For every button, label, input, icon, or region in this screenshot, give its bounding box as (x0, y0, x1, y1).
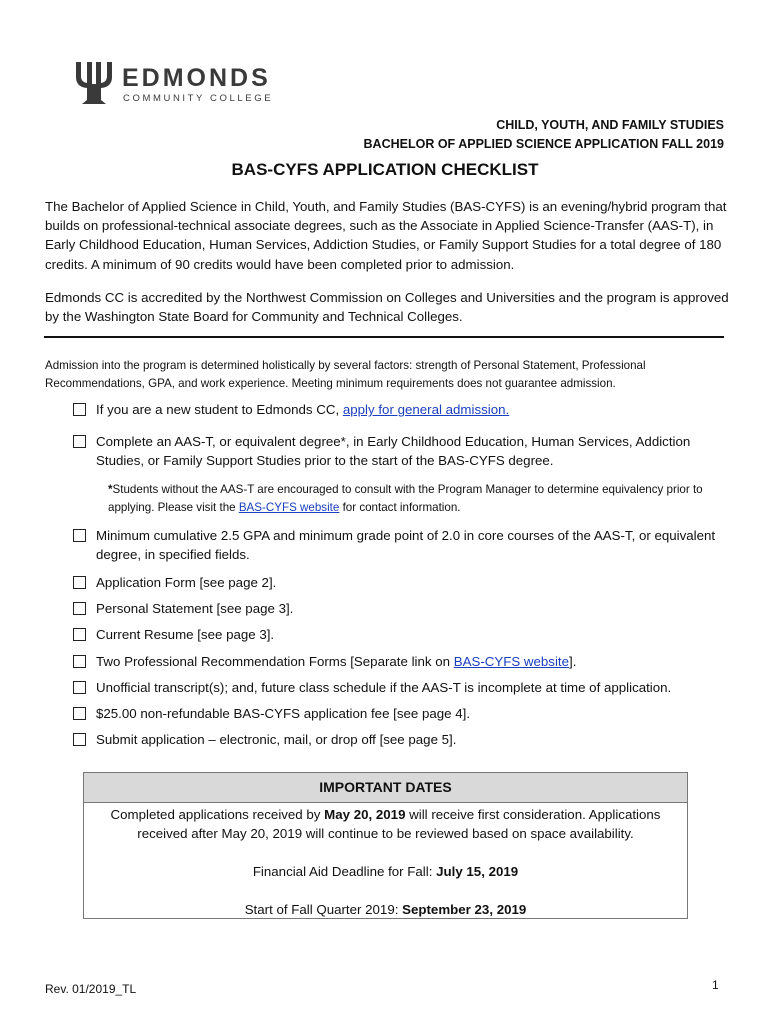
accreditation-paragraph: Edmonds CC is accredited by the Northwest Commission on Colleges and Universities and the program is approved by the Washington State Board for Community and Technical Colleges. (45, 290, 729, 325)
item-text: Current Resume [see page 3]. (96, 627, 275, 642)
bas-cyfs-website-link[interactable]: BAS-CYFS website (453, 654, 569, 669)
apply-general-admission-link[interactable]: apply for general admission. (342, 402, 510, 417)
page-number: 1 (712, 978, 719, 992)
checkbox[interactable] (73, 628, 86, 641)
program-name: CHILD, YOUTH, AND FAMILY STUDIES (496, 118, 724, 132)
checkbox[interactable] (73, 655, 86, 668)
checkbox[interactable] (73, 707, 86, 720)
item-text: If you are a new student to Edmonds CC, (96, 402, 343, 417)
item-text-end: ]. (569, 654, 577, 669)
item-text: Submit application – electronic, mail, or drop off [see page 5]. (96, 732, 457, 747)
late-applications-line: received after May 20, 2019 will continue to be reviewed based on space availability. (137, 826, 634, 841)
fall-start-date: September 23, 2019 (402, 902, 527, 917)
checkbox[interactable] (73, 602, 86, 615)
checkbox[interactable] (73, 403, 86, 416)
item-text: Personal Statement [see page 3]. (96, 601, 294, 616)
checkbox[interactable] (73, 681, 86, 694)
bas-cyfs-website-link[interactable]: BAS-CYFS website (238, 500, 340, 514)
item-text: Minimum cumulative 2.5 GPA and minimum grade point of 2.0 in core courses of the AAS-T, or equivalent degree, in specified fields. (96, 528, 716, 563)
fall-start-line (84, 900, 687, 919)
financial-aid-line (84, 862, 687, 881)
intro-paragraph: The Bachelor of Applied Science in Child, Youth, and Family Studies (BAS-CYFS) is an evening/hybrid program that builds on professional-technical associate degrees, such as the Associate in Applied Science-Transfer (AAS-T), in Early Childhood Education, Human Services, Addiction Studies, or Family Support Studies for a total degree of 180 credits. A minimum of 90 credits would have been completed prior to admission. (45, 199, 727, 272)
header-block (364, 116, 724, 154)
trident-logo-icon (72, 60, 116, 106)
page-title: BAS-CYFS APPLICATION CHECKLIST (231, 160, 539, 179)
dates-text: will receive first consideration. Applications (405, 807, 661, 822)
item-text: Unofficial transcript(s); and, future class schedule if the AAS-T is incomplete at time of application. (96, 680, 672, 695)
equivalency-note (108, 481, 728, 516)
note-text: Students without the AAS-T are encouraged to consult with the Program Manager to determine equivalency prior to applying. Please visit the (108, 483, 703, 514)
dates-text: Financial Aid Deadline for Fall: (252, 864, 437, 879)
financial-aid-date: July 15, 2019 (436, 864, 519, 879)
important-dates-box (83, 772, 688, 919)
admission-note: Admission into the program is determined holistically by several factors: strength of Personal Statement, Professional Recommendations, GPA, and work experience. Meeting minimum requirements does not guarantee admission. (45, 359, 646, 390)
logo-wordmark: EDMONDS (122, 64, 271, 92)
first-consideration-line (84, 805, 687, 824)
application-term: BACHELOR OF APPLIED SCIENCE APPLICATION FALL 2019 (363, 137, 724, 151)
item-text: $25.00 non-refundable BAS-CYFS application fee [see page 4]. (96, 706, 471, 721)
revision-label: Rev. 01/2019_TL (45, 982, 137, 996)
important-dates-heading: IMPORTANT DATES (84, 773, 687, 803)
checkbox[interactable] (73, 435, 86, 448)
dates-text: Completed applications received by (110, 807, 325, 822)
item-text: Two Professional Recommendation Forms [Separate link on (96, 654, 454, 669)
college-logo (72, 60, 282, 110)
checkbox[interactable] (73, 576, 86, 589)
item-text: Complete an AAS-T, or equivalent degree*, in Early Childhood Education, Human Services, Addiction Studies, or Family Support Studies prior to the start of the BAS-CYFS degree. (96, 434, 691, 469)
item-text: Application Form [see page 2]. (96, 575, 277, 590)
priority-deadline: May 20, 2019 (324, 807, 406, 822)
section-divider (44, 336, 724, 338)
logo-subtitle: COMMUNITY COLLEGE (123, 93, 274, 104)
checkbox[interactable] (73, 529, 86, 542)
asterisk: * (108, 483, 113, 496)
note-end: for contact information. (339, 500, 461, 514)
checkbox[interactable] (73, 733, 86, 746)
dates-text: Start of Fall Quarter 2019: (244, 902, 403, 917)
